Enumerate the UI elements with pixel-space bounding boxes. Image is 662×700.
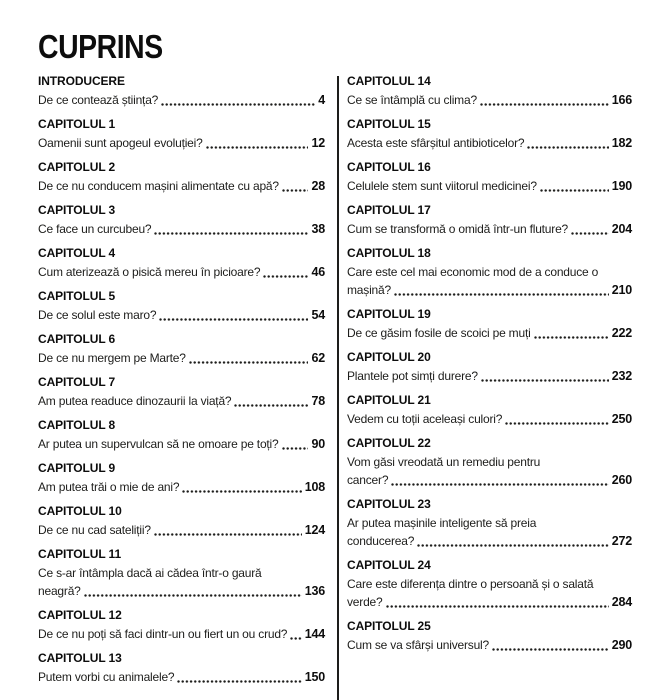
entry-page-number: 190 bbox=[611, 179, 632, 193]
dotted-leader bbox=[290, 637, 301, 640]
entry-lines bbox=[38, 220, 325, 238]
entry-title: cancer? bbox=[347, 473, 389, 487]
entry-line bbox=[38, 263, 325, 281]
entry-title: neagră? bbox=[38, 584, 81, 598]
page-title: CUPRINS bbox=[38, 28, 163, 65]
entry-lines bbox=[38, 306, 325, 324]
chapter-label: CAPITOLUL 15 bbox=[347, 117, 431, 131]
entry-title: verde? bbox=[347, 595, 383, 609]
entry-page-number: 124 bbox=[304, 523, 325, 537]
chapter-label: CAPITOLUL 4 bbox=[38, 246, 116, 260]
entry-page-number: 284 bbox=[611, 595, 632, 609]
chapter-label: CAPITOLUL 12 bbox=[38, 608, 122, 622]
toc-entry bbox=[347, 160, 632, 195]
entry-line bbox=[38, 91, 325, 109]
entry-page-number: 54 bbox=[311, 308, 325, 322]
toc-entry bbox=[38, 289, 325, 324]
entry-lines bbox=[38, 435, 325, 453]
dotted-leader bbox=[540, 189, 609, 192]
entry-title: De ce contează știința? bbox=[38, 93, 159, 107]
entry-lines bbox=[347, 636, 632, 654]
dotted-leader bbox=[182, 490, 301, 493]
entry-line bbox=[38, 306, 325, 324]
entry-line bbox=[347, 220, 632, 238]
entry-title: Cum se transformă o omidă într-un fluture? bbox=[347, 222, 569, 236]
entry-lines bbox=[347, 177, 632, 195]
entry-line bbox=[347, 593, 632, 611]
entry-line bbox=[347, 91, 632, 109]
entry-lines bbox=[38, 263, 325, 281]
chapter-label: CAPITOLUL 1 bbox=[38, 117, 116, 131]
dotted-leader bbox=[386, 605, 609, 608]
chapter-label: CAPITOLUL 18 bbox=[347, 246, 431, 260]
entry-line bbox=[347, 177, 632, 195]
toc-entry bbox=[38, 608, 325, 643]
chapter-label: CAPITOLUL 20 bbox=[347, 350, 431, 364]
entry-lines bbox=[347, 453, 632, 489]
entry-title: mașină? bbox=[347, 283, 391, 297]
entry-page-number: 260 bbox=[611, 473, 632, 487]
dotted-leader bbox=[417, 544, 609, 547]
toc-entry bbox=[347, 203, 632, 238]
toc-entry bbox=[38, 418, 325, 453]
toc-entry bbox=[347, 558, 632, 611]
entry-lines bbox=[38, 349, 325, 367]
entry-title: Celulele stem sunt viitorul medicinei? bbox=[347, 179, 537, 193]
entry-lines bbox=[347, 263, 632, 299]
chapter-label: CAPITOLUL 10 bbox=[38, 504, 122, 518]
chapter-label: CAPITOLUL 17 bbox=[347, 203, 431, 217]
entry-title: Oamenii sunt apogeul evoluției? bbox=[38, 136, 203, 150]
entry-title-line: Care este cel mai economic mod de a conduce o bbox=[347, 265, 599, 279]
entry-line bbox=[347, 471, 632, 489]
entry-lines bbox=[38, 134, 325, 152]
entry-title: De ce solul este maro? bbox=[38, 308, 157, 322]
entry-title: Putem vorbi cu animalele? bbox=[38, 670, 175, 684]
chapter-label: INTRODUCERE bbox=[38, 74, 125, 88]
toc-entry bbox=[347, 393, 632, 428]
dotted-leader bbox=[394, 293, 609, 296]
entry-line bbox=[38, 435, 325, 453]
entry-page-number: 272 bbox=[611, 534, 632, 548]
dotted-leader bbox=[492, 648, 609, 651]
entry-line bbox=[38, 582, 325, 600]
dotted-leader bbox=[571, 232, 609, 235]
toc-entry bbox=[347, 619, 632, 654]
entry-line bbox=[38, 521, 325, 539]
entry-lines bbox=[38, 478, 325, 496]
entry-line bbox=[347, 367, 632, 385]
entry-title-line: Vom găsi vreodată un remediu pentru bbox=[347, 455, 541, 469]
entry-page-number: 182 bbox=[611, 136, 632, 150]
entry-page-number: 150 bbox=[304, 670, 325, 684]
dotted-leader bbox=[282, 447, 309, 450]
entry-title: Am putea trăi o mie de ani? bbox=[38, 480, 180, 494]
entry-page-number: 290 bbox=[611, 638, 632, 652]
toc-entry bbox=[38, 117, 325, 152]
entry-line bbox=[347, 324, 632, 342]
toc-entry bbox=[38, 246, 325, 281]
column-divider bbox=[337, 76, 339, 700]
entry-title: Ar putea un supervulcan să ne omoare pe toți? bbox=[38, 437, 279, 451]
toc-entry bbox=[38, 203, 325, 238]
chapter-label: CAPITOLUL 3 bbox=[38, 203, 116, 217]
chapter-label: CAPITOLUL 2 bbox=[38, 160, 116, 174]
toc-entry bbox=[347, 246, 632, 299]
entry-page-number: 78 bbox=[311, 394, 325, 408]
chapter-label: CAPITOLUL 24 bbox=[347, 558, 431, 572]
entry-title: De ce găsim fosile de scoici pe muți bbox=[347, 326, 531, 340]
entry-page-number: 46 bbox=[311, 265, 325, 279]
entry-title: Cum aterizează o pisică mereu în picioare? bbox=[38, 265, 261, 279]
entry-page-number: 166 bbox=[611, 93, 632, 107]
entry-lines bbox=[38, 625, 325, 643]
chapter-label: CAPITOLUL 22 bbox=[347, 436, 431, 450]
dotted-leader bbox=[391, 483, 608, 486]
toc-entry bbox=[347, 497, 632, 550]
entry-page-number: 90 bbox=[311, 437, 325, 451]
entry-page-number: 204 bbox=[611, 222, 632, 236]
toc-entry bbox=[38, 332, 325, 367]
entry-line bbox=[38, 668, 325, 686]
entry-title: De ce nu conducem mașini alimentate cu apă? bbox=[38, 179, 279, 193]
chapter-label: CAPITOLUL 9 bbox=[38, 461, 116, 475]
entry-page-number: 12 bbox=[311, 136, 325, 150]
entry-lines bbox=[38, 91, 325, 109]
dotted-leader bbox=[263, 275, 308, 278]
entry-page-number: 250 bbox=[611, 412, 632, 426]
dotted-leader bbox=[234, 404, 308, 407]
dotted-leader bbox=[84, 594, 302, 597]
entry-title: Cum se va sfârși universul? bbox=[347, 638, 489, 652]
entry-lines bbox=[38, 177, 325, 195]
dotted-leader bbox=[527, 146, 608, 149]
dotted-leader bbox=[534, 336, 609, 339]
entry-title: conducerea? bbox=[347, 534, 415, 548]
dotted-leader bbox=[282, 189, 309, 192]
dotted-leader bbox=[481, 379, 609, 382]
toc-entry bbox=[38, 651, 325, 686]
toc-entry bbox=[347, 74, 632, 109]
entry-line bbox=[38, 625, 325, 643]
toc-entry bbox=[347, 307, 632, 342]
entry-page-number: 144 bbox=[304, 627, 325, 641]
entry-lines bbox=[347, 575, 632, 611]
chapter-label: CAPITOLUL 16 bbox=[347, 160, 431, 174]
entry-line bbox=[38, 478, 325, 496]
entry-lines bbox=[38, 668, 325, 686]
dotted-leader bbox=[480, 103, 609, 106]
entry-title: De ce nu cad sateliții? bbox=[38, 523, 151, 537]
toc-column-right bbox=[347, 74, 632, 662]
dotted-leader bbox=[161, 103, 315, 106]
toc-entry bbox=[38, 547, 325, 600]
entry-title: Acesta este sfârșitul antibioticelor? bbox=[347, 136, 525, 150]
entry-title: De ce nu poți să faci dintr-un ou fiert un ou crud? bbox=[38, 627, 288, 641]
entry-title: Vedem cu toții aceleași culori? bbox=[347, 412, 503, 426]
chapter-label: CAPITOLUL 8 bbox=[38, 418, 116, 432]
entry-lines bbox=[347, 91, 632, 109]
entry-title: Ce face un curcubeu? bbox=[38, 222, 152, 236]
entry-page-number: 28 bbox=[311, 179, 325, 193]
entry-line bbox=[38, 220, 325, 238]
entry-page-number: 38 bbox=[311, 222, 325, 236]
chapter-label: CAPITOLUL 11 bbox=[38, 547, 122, 561]
entry-lines bbox=[347, 324, 632, 342]
dotted-leader bbox=[159, 318, 308, 321]
dotted-leader bbox=[154, 533, 302, 536]
entry-page-number: 210 bbox=[611, 283, 632, 297]
toc-entry bbox=[347, 117, 632, 152]
entry-page-number: 222 bbox=[611, 326, 632, 340]
entry-title: De ce nu mergem pe Marte? bbox=[38, 351, 186, 365]
entry-line bbox=[38, 392, 325, 410]
entry-title-line: Ar putea mașinile inteligente să preia bbox=[347, 516, 537, 530]
entry-lines bbox=[347, 134, 632, 152]
toc-entry bbox=[347, 436, 632, 489]
entry-title-line: Care este diferența dintre o persoană și o salată bbox=[347, 577, 594, 591]
entry-page-number: 108 bbox=[304, 480, 325, 494]
entry-line bbox=[347, 410, 632, 428]
chapter-label: CAPITOLUL 21 bbox=[347, 393, 431, 407]
chapter-label: CAPITOLUL 14 bbox=[347, 74, 431, 88]
dotted-leader bbox=[206, 146, 309, 149]
dotted-leader bbox=[505, 422, 609, 425]
chapter-label: CAPITOLUL 25 bbox=[347, 619, 431, 633]
entry-page-number: 232 bbox=[611, 369, 632, 383]
entry-title: Ce se întâmplă cu clima? bbox=[347, 93, 477, 107]
entry-line bbox=[38, 349, 325, 367]
entry-title: Plantele pot simți durere? bbox=[347, 369, 478, 383]
entry-lines bbox=[347, 220, 632, 238]
dotted-leader bbox=[177, 680, 301, 683]
chapter-label: CAPITOLUL 6 bbox=[38, 332, 116, 346]
entry-line bbox=[38, 134, 325, 152]
toc-entry bbox=[38, 375, 325, 410]
toc-entry bbox=[38, 160, 325, 195]
entry-line bbox=[347, 532, 632, 550]
entry-page-number: 62 bbox=[311, 351, 325, 365]
entry-lines bbox=[347, 514, 632, 550]
dotted-leader bbox=[154, 232, 308, 235]
chapter-label: CAPITOLUL 19 bbox=[347, 307, 431, 321]
chapter-label: CAPITOLUL 7 bbox=[38, 375, 116, 389]
entry-lines bbox=[347, 410, 632, 428]
dotted-leader bbox=[189, 361, 309, 364]
entry-line bbox=[347, 636, 632, 654]
entry-lines bbox=[347, 367, 632, 385]
chapter-label: CAPITOLUL 5 bbox=[38, 289, 116, 303]
entry-lines bbox=[38, 392, 325, 410]
toc-entry bbox=[38, 74, 325, 109]
entry-line bbox=[38, 177, 325, 195]
entry-title: Am putea readuce dinozaurii la viață? bbox=[38, 394, 232, 408]
entry-line bbox=[347, 134, 632, 152]
entry-page-number: 136 bbox=[304, 584, 325, 598]
toc-entry bbox=[38, 461, 325, 496]
toc-entry bbox=[38, 504, 325, 539]
toc-column-left bbox=[38, 74, 325, 694]
entry-page-number: 4 bbox=[318, 93, 325, 107]
entry-title-line: Ce s-ar întâmpla dacă ai cădea într-o gaură bbox=[38, 566, 262, 580]
chapter-label: CAPITOLUL 13 bbox=[38, 651, 122, 665]
entry-lines bbox=[38, 564, 325, 600]
toc-entry bbox=[347, 350, 632, 385]
entry-line bbox=[347, 281, 632, 299]
entry-lines bbox=[38, 521, 325, 539]
chapter-label: CAPITOLUL 23 bbox=[347, 497, 431, 511]
